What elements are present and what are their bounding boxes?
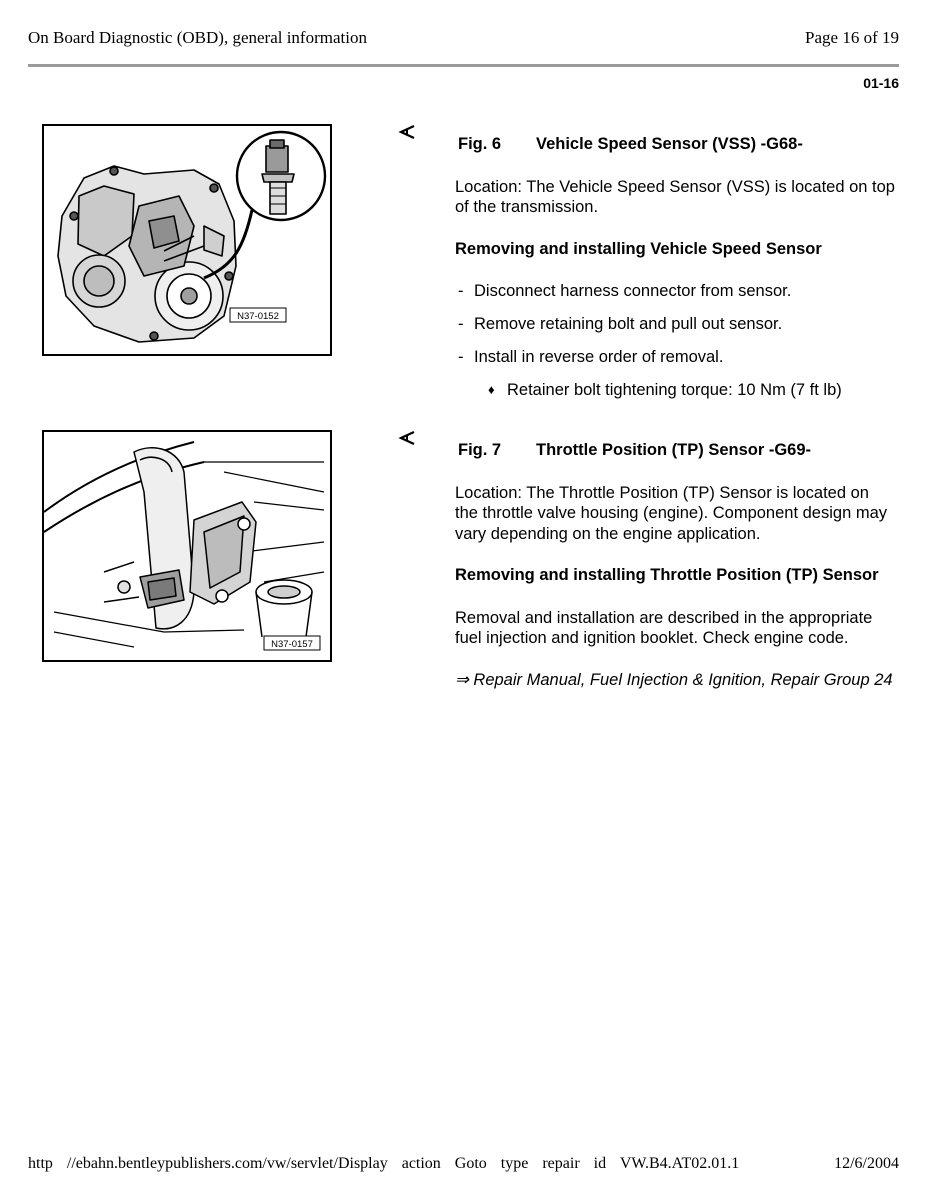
figure-7-title: Throttle Position (TP) Sensor -G69-	[536, 441, 812, 459]
figure-7-number: Fig. 7	[458, 441, 502, 459]
figure-7-illustration	[42, 430, 332, 662]
print-date: 12/6/2004	[834, 1155, 899, 1172]
header-divider	[28, 64, 899, 67]
figure-6-heading	[458, 134, 895, 155]
arrow-left-icon	[398, 124, 418, 140]
document-title: On Board Diagnostic (OBD), general information	[28, 28, 367, 47]
diamond-bullet-icon: ♦	[488, 382, 495, 397]
list-item: - Remove retaining bolt and pull out sensor.	[458, 315, 783, 333]
figure-6-label: N37-0152	[237, 311, 279, 322]
figure-6-section	[455, 134, 895, 401]
repair-manual-reference: ⇒ Repair Manual, Fuel Injection & Ignition, Repair Group 24	[455, 670, 893, 689]
figure-6-subheading: Removing and installing Vehicle Speed Sensor	[455, 239, 822, 258]
torque-spec: ♦ Retainer bolt tightening torque: 10 Nm (7 ft lb)	[488, 381, 842, 399]
figure-7-location: Location: The Throttle Position (TP) Sensor is located on the throttle valve housing (engine). Component design may vary depending on the engine application.	[455, 483, 888, 543]
arrow-left-icon	[398, 430, 418, 446]
list-item: - Install in reverse order of removal.	[458, 348, 724, 366]
figure-7-section	[455, 440, 895, 711]
figure-7-label: N37-0157	[271, 639, 313, 650]
figure-6-illustration	[42, 124, 332, 356]
list-item: - Disconnect harness connector from sensor.	[458, 282, 792, 300]
figure-7-body: Removal and installation are described in the appropriate fuel injection and ignition booklet. Check engine code.	[455, 608, 873, 647]
page-number: Page 16 of 19	[805, 28, 899, 47]
page-footer	[28, 1155, 899, 1173]
figure-7-subheading: Removing and installing Throttle Position (TP) Sensor	[455, 566, 879, 584]
figure-6-number: Fig. 6	[458, 135, 502, 153]
source-url: http //ebahn.bentleypublishers.com/vw/servlet/Display action Goto type repair id VW.B4.AT02.01.1	[28, 1155, 740, 1172]
figure-6-location: Location: The Vehicle Speed Sensor (VSS) is located on top of the transmission.	[455, 177, 895, 216]
section-code: 01-16	[863, 75, 899, 91]
figure-7-heading	[458, 440, 895, 461]
removal-steps-list	[455, 281, 895, 368]
figure-6-title: Vehicle Speed Sensor (VSS) -G68-	[536, 135, 803, 153]
